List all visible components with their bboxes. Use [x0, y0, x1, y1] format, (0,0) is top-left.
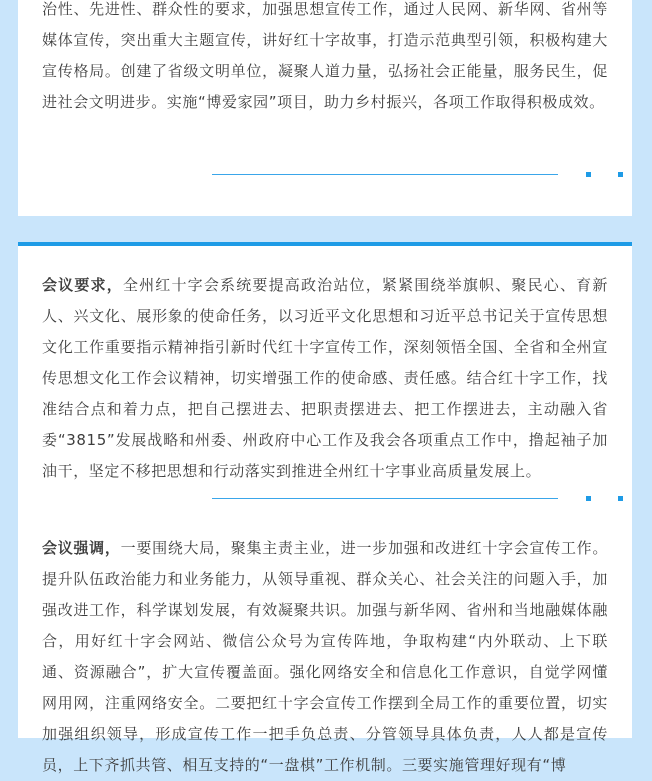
paragraph-lead: 会议要求， [42, 276, 123, 294]
divider-dot [586, 496, 591, 501]
section-divider [18, 167, 632, 183]
paragraph-lead: 会议强调， [42, 539, 121, 557]
article-card-top [18, 0, 632, 216]
paragraph-intro [18, 0, 632, 118]
paragraph-meeting-emphasis [18, 507, 632, 781]
section-divider [18, 491, 632, 507]
divider-line [212, 174, 558, 175]
divider-dot [586, 172, 591, 177]
paragraph-meeting-requirements [18, 246, 632, 487]
divider-dot [618, 172, 623, 177]
paragraph-text: 全州红十字会系统要提高政治站位，紧紧围绕举旗帜、聚民心、育新人、兴文化、展形象的使命任务，以习近平文化思想和习近平总书记关于宣传思想文化工作重要指示精神指引新时代红十字宣传工作，深刻领悟全国、全省和全州宣传思想文化工作会议精神，切实增强工作的使命感、责任感。结合红十字工作，找准结合点和着力点，把自己摆进去、把职责摆进去、把工作摆进去，主动融入省委“3815”发展战略和州委、州政府中心工作及我会各项重点工作中，撸起袖子加油干，坚定不移把思想和行动落实到推进全州红十字事业高质量发展上。 [42, 276, 608, 480]
article-card-main [18, 242, 632, 774]
paragraph-text: 治性、先进性、群众性的要求，加强思想宣传工作，通过人民网、新华网、省州等媒体宣传，突出重大主题宣传，讲好红十字故事，打造示范典型引领，积极构建大宣传格局。创建了省级文明单位，凝聚人道力量，弘扬社会正能量，服务民生，促进社会文明进步。实施“博爱家园”项目，助力乡村振兴，各项工作取得积极成效。 [42, 0, 608, 111]
divider-line [212, 498, 558, 499]
divider-dot [618, 496, 623, 501]
paragraph-text: 一要围绕大局，聚集主责主业，进一步加强和改进红十字会宣传工作。提升队伍政治能力和业务能力，从领导重视、群众关心、社会关注的问题入手，加强改进工作，科学谋划发展，有效凝聚共识。加强与新华网、省州和当地融媒体融合，用好红十字会网站、微信公众号为宣传阵地，争取构建“内外联动、上下联通、资源融合”，扩大宣传覆盖面。强化网络安全和信息化工作意识，自觉学网懂网用网，注重网络安全。二要把红十字会宣传工作摆到全局工作的重要位置，切实加强组织领导，形成宣传工作一把手负总责、分管领导具体负责，人人都是宣传员，上下齐抓共管、相互支持的“一盘棋”工作机制。三要实施管理好现有“博 [42, 539, 608, 774]
